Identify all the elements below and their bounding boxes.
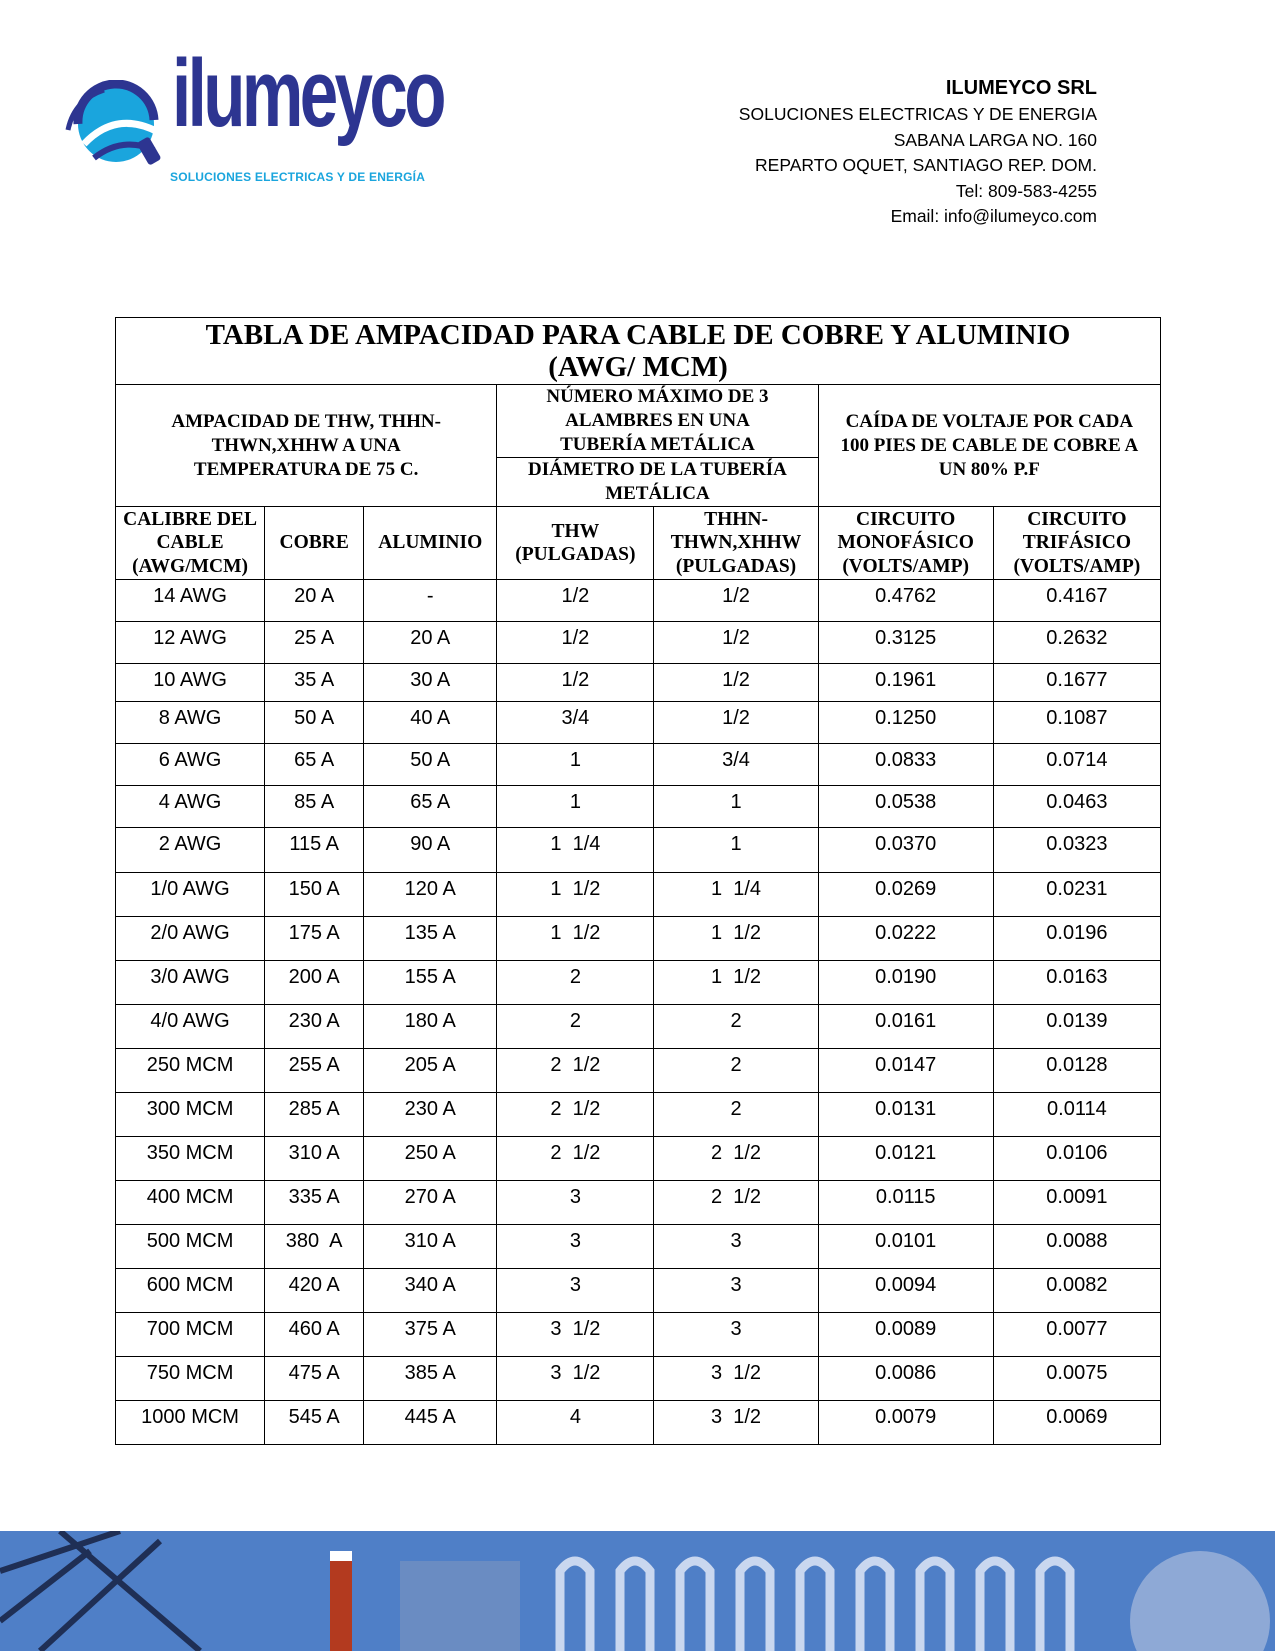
cell-thhn: 2 xyxy=(654,1005,818,1049)
cell-thhn: 1 xyxy=(654,786,818,828)
cell-copper: 85 A xyxy=(265,786,364,828)
ampacity-table xyxy=(115,317,1161,1445)
table-row xyxy=(116,1401,1161,1445)
cell-gauge: 250 MCM xyxy=(116,1049,265,1093)
cell-gauge: 4 AWG xyxy=(116,786,265,828)
company-logo xyxy=(64,40,443,184)
table-row xyxy=(116,580,1161,622)
cell-single-phase: 0.1961 xyxy=(818,664,993,702)
cell-thw: 2 1/2 xyxy=(497,1137,654,1181)
cell-three-phase: 0.0069 xyxy=(993,1401,1160,1445)
cell-thhn: 3 1/2 xyxy=(654,1401,818,1445)
cell-thw: 2 1/2 xyxy=(497,1049,654,1093)
cell-three-phase: 0.0196 xyxy=(993,917,1160,961)
company-address-1: SABANA LARGA NO. 160 xyxy=(893,129,1097,150)
group-header-ampacity: AMPACIDAD DE THW, THHN-THWN,XHHW A UNA TEMPERATURA DE 75 C. xyxy=(116,385,497,507)
table-row xyxy=(116,702,1161,744)
group-header-conduit: NÚMERO MÁXIMO DE 3 ALAMBRES EN UNA TUBERÍA METÁLICA xyxy=(497,385,818,458)
cell-three-phase: 0.0231 xyxy=(993,873,1160,917)
table-row xyxy=(116,828,1161,873)
cell-gauge: 8 AWG xyxy=(116,702,265,744)
cell-gauge: 3/0 AWG xyxy=(116,961,265,1005)
cell-three-phase: 0.1087 xyxy=(993,702,1160,744)
cell-gauge: 1/0 AWG xyxy=(116,873,265,917)
cell-copper: 460 A xyxy=(265,1313,364,1357)
cell-aluminum: 120 A xyxy=(364,873,497,917)
table-title xyxy=(116,318,1161,385)
cell-thhn: 1 1/2 xyxy=(654,917,818,961)
cell-single-phase: 0.0833 xyxy=(818,744,993,786)
col-header-copper: COBRE xyxy=(265,507,364,580)
cell-three-phase: 0.0714 xyxy=(993,744,1160,786)
cell-aluminum: 40 A xyxy=(364,702,497,744)
cell-copper: 230 A xyxy=(265,1005,364,1049)
cell-aluminum: 180 A xyxy=(364,1005,497,1049)
cell-single-phase: 0.0086 xyxy=(818,1357,993,1401)
cell-copper: 175 A xyxy=(265,917,364,961)
cell-thw: 1/2 xyxy=(497,580,654,622)
cell-thw: 3 1/2 xyxy=(497,1313,654,1357)
table-title-line1: TABLA DE AMPACIDAD PARA CABLE DE COBRE Y ALUMINIO xyxy=(205,319,1071,351)
cell-thw: 2 1/2 xyxy=(497,1093,654,1137)
table-row xyxy=(116,873,1161,917)
cell-copper: 200 A xyxy=(265,961,364,1005)
table-row xyxy=(116,1357,1161,1401)
cell-copper: 475 A xyxy=(265,1357,364,1401)
company-info xyxy=(739,74,1097,230)
cell-single-phase: 0.0079 xyxy=(818,1401,993,1445)
cell-thw: 1 xyxy=(497,744,654,786)
cell-aluminum: - xyxy=(364,580,497,622)
company-tagline: SOLUCIONES ELECTRICAS Y DE ENERGIA xyxy=(738,104,1097,124)
company-phone: Tel: 809-583-4255 xyxy=(955,180,1097,201)
cell-thw: 1/2 xyxy=(497,664,654,702)
cell-aluminum: 385 A xyxy=(364,1357,497,1401)
cell-copper: 35 A xyxy=(265,664,364,702)
cell-copper: 25 A xyxy=(265,622,364,664)
cell-thhn: 2 xyxy=(654,1049,818,1093)
cell-thw: 4 xyxy=(497,1401,654,1445)
cell-aluminum: 20 A xyxy=(364,622,497,664)
table-row xyxy=(116,1181,1161,1225)
cell-single-phase: 0.0089 xyxy=(818,1313,993,1357)
cell-gauge: 2 AWG xyxy=(116,828,265,873)
cell-thhn: 3 xyxy=(654,1313,818,1357)
cell-copper: 335 A xyxy=(265,1181,364,1225)
group-header-voltage-drop: CAÍDA DE VOLTAJE POR CADA 100 PIES DE CABLE DE COBRE A UN 80% P.F xyxy=(818,385,1160,507)
cell-single-phase: 0.0101 xyxy=(818,1225,993,1269)
cell-thw: 1 xyxy=(497,786,654,828)
cell-single-phase: 0.0269 xyxy=(818,873,993,917)
cell-three-phase: 0.0114 xyxy=(993,1093,1160,1137)
cell-three-phase: 0.0163 xyxy=(993,961,1160,1005)
table-row xyxy=(116,1005,1161,1049)
table-row xyxy=(116,1093,1161,1137)
cell-thw: 1 1/4 xyxy=(497,828,654,873)
cell-aluminum: 375 A xyxy=(364,1313,497,1357)
cell-thhn: 1/2 xyxy=(654,580,818,622)
cell-three-phase: 0.0075 xyxy=(993,1357,1160,1401)
cell-three-phase: 0.1677 xyxy=(993,664,1160,702)
cell-thw: 2 xyxy=(497,961,654,1005)
cell-three-phase: 0.0128 xyxy=(993,1049,1160,1093)
cell-gauge: 350 MCM xyxy=(116,1137,265,1181)
company-address-2: REPARTO OQUET, SANTIAGO REP. DOM. xyxy=(755,155,1097,175)
cell-copper: 380 A xyxy=(265,1225,364,1269)
table-row xyxy=(116,1269,1161,1313)
table-title-line2: (AWG/ MCM) xyxy=(548,351,728,383)
cell-single-phase: 0.0190 xyxy=(818,961,993,1005)
table-row xyxy=(116,744,1161,786)
cell-thhn: 3 xyxy=(654,1225,818,1269)
cell-thhn: 1 xyxy=(654,828,818,873)
cell-thhn: 1/2 xyxy=(654,622,818,664)
cell-aluminum: 90 A xyxy=(364,828,497,873)
cell-aluminum: 310 A xyxy=(364,1225,497,1269)
cell-aluminum: 155 A xyxy=(364,961,497,1005)
logo-tagline: SOLUCIONES ELECTRICAS Y DE ENERGÍA xyxy=(170,170,426,184)
cell-single-phase: 0.0161 xyxy=(818,1005,993,1049)
col-header-single-phase: CIRCUITO MONOFÁSICO (VOLTS/AMP) xyxy=(818,507,993,580)
cell-single-phase: 0.3125 xyxy=(818,622,993,664)
cell-thhn: 1/2 xyxy=(654,664,818,702)
col-header-thw: THW (PULGADAS) xyxy=(497,507,654,580)
cell-gauge: 4/0 AWG xyxy=(116,1005,265,1049)
cell-gauge: 14 AWG xyxy=(116,580,265,622)
table-row xyxy=(116,786,1161,828)
cell-thhn: 2 1/2 xyxy=(654,1137,818,1181)
cell-single-phase: 0.0121 xyxy=(818,1137,993,1181)
cell-gauge: 2/0 AWG xyxy=(116,917,265,961)
cell-gauge: 300 MCM xyxy=(116,1093,265,1137)
cell-thw: 1/2 xyxy=(497,622,654,664)
cell-aluminum: 270 A xyxy=(364,1181,497,1225)
cell-thhn: 1 1/2 xyxy=(654,961,818,1005)
logo-wordmark: ilumeyco xyxy=(172,40,443,147)
transformer-photo xyxy=(0,1531,1275,1651)
table-body xyxy=(116,580,1161,1445)
col-header-aluminum: ALUMINIO xyxy=(364,507,497,580)
cell-gauge: 600 MCM xyxy=(116,1269,265,1313)
cell-gauge: 750 MCM xyxy=(116,1357,265,1401)
cell-thw: 3/4 xyxy=(497,702,654,744)
table-row xyxy=(116,1313,1161,1357)
cell-three-phase: 0.0106 xyxy=(993,1137,1160,1181)
cell-aluminum: 445 A xyxy=(364,1401,497,1445)
company-name: ILUMEYCO SRL xyxy=(945,77,1097,99)
cell-thw: 3 xyxy=(497,1181,654,1225)
table-row xyxy=(116,664,1161,702)
table-row xyxy=(116,1225,1161,1269)
cell-thhn: 3 1/2 xyxy=(654,1357,818,1401)
cell-copper: 50 A xyxy=(265,702,364,744)
cell-single-phase: 0.1250 xyxy=(818,702,993,744)
col-header-three-phase: CIRCUITO TRIFÁSICO (VOLTS/AMP) xyxy=(993,507,1160,580)
table-row xyxy=(116,961,1161,1005)
cell-copper: 310 A xyxy=(265,1137,364,1181)
cell-aluminum: 30 A xyxy=(364,664,497,702)
table-row xyxy=(116,917,1161,961)
cell-gauge: 6 AWG xyxy=(116,744,265,786)
cell-gauge: 500 MCM xyxy=(116,1225,265,1269)
cell-thw: 3 xyxy=(497,1225,654,1269)
cell-thhn: 1 1/4 xyxy=(654,873,818,917)
cell-thw: 1 1/2 xyxy=(497,873,654,917)
cell-single-phase: 0.0131 xyxy=(818,1093,993,1137)
cell-thhn: 3/4 xyxy=(654,744,818,786)
table-row xyxy=(116,1137,1161,1181)
cell-copper: 545 A xyxy=(265,1401,364,1445)
cell-single-phase: 0.0147 xyxy=(818,1049,993,1093)
cell-aluminum: 65 A xyxy=(364,786,497,828)
col-header-gauge: CALIBRE DEL CABLE (AWG/MCM) xyxy=(116,507,265,580)
table-row xyxy=(116,622,1161,664)
cell-thw: 3 xyxy=(497,1269,654,1313)
cell-aluminum: 205 A xyxy=(364,1049,497,1093)
cell-thhn: 2 1/2 xyxy=(654,1181,818,1225)
cell-thw: 1 1/2 xyxy=(497,917,654,961)
cell-three-phase: 0.2632 xyxy=(993,622,1160,664)
company-email: Email: info@ilumeyco.com xyxy=(890,206,1097,226)
cell-copper: 420 A xyxy=(265,1269,364,1313)
group-subheader-conduit-diameter: DIÁMETRO DE LA TUBERÍA METÁLICA xyxy=(497,458,818,507)
cell-three-phase: 0.0082 xyxy=(993,1269,1160,1313)
cell-aluminum: 340 A xyxy=(364,1269,497,1313)
cell-gauge: 1000 MCM xyxy=(116,1401,265,1445)
col-header-thhn: THHN-THWN,XHHW (PULGADAS) xyxy=(654,507,818,580)
cell-three-phase: 0.0323 xyxy=(993,828,1160,873)
cell-single-phase: 0.4762 xyxy=(818,580,993,622)
cell-three-phase: 0.0139 xyxy=(993,1005,1160,1049)
cell-thhn: 3 xyxy=(654,1269,818,1313)
globe-plug-icon xyxy=(64,80,174,170)
cell-copper: 285 A xyxy=(265,1093,364,1137)
cell-gauge: 12 AWG xyxy=(116,622,265,664)
cell-thhn: 2 xyxy=(654,1093,818,1137)
cell-three-phase: 0.4167 xyxy=(993,580,1160,622)
cell-copper: 20 A xyxy=(265,580,364,622)
cell-aluminum: 250 A xyxy=(364,1137,497,1181)
cell-aluminum: 230 A xyxy=(364,1093,497,1137)
cell-single-phase: 0.0222 xyxy=(818,917,993,961)
cell-thw: 2 xyxy=(497,1005,654,1049)
cell-three-phase: 0.0077 xyxy=(993,1313,1160,1357)
cell-gauge: 400 MCM xyxy=(116,1181,265,1225)
cell-copper: 115 A xyxy=(265,828,364,873)
cell-single-phase: 0.0094 xyxy=(818,1269,993,1313)
cell-thw: 3 1/2 xyxy=(497,1357,654,1401)
cell-copper: 150 A xyxy=(265,873,364,917)
cell-gauge: 700 MCM xyxy=(116,1313,265,1357)
cell-three-phase: 0.0091 xyxy=(993,1181,1160,1225)
cell-three-phase: 0.0463 xyxy=(993,786,1160,828)
cell-aluminum: 135 A xyxy=(364,917,497,961)
cell-single-phase: 0.0115 xyxy=(818,1181,993,1225)
cell-single-phase: 0.0538 xyxy=(818,786,993,828)
cell-copper: 65 A xyxy=(265,744,364,786)
cell-three-phase: 0.0088 xyxy=(993,1225,1160,1269)
cell-aluminum: 50 A xyxy=(364,744,497,786)
cell-copper: 255 A xyxy=(265,1049,364,1093)
cell-single-phase: 0.0370 xyxy=(818,828,993,873)
cell-thhn: 1/2 xyxy=(654,702,818,744)
table-row xyxy=(116,1049,1161,1093)
cell-gauge: 10 AWG xyxy=(116,664,265,702)
column-header-row xyxy=(116,507,1161,580)
